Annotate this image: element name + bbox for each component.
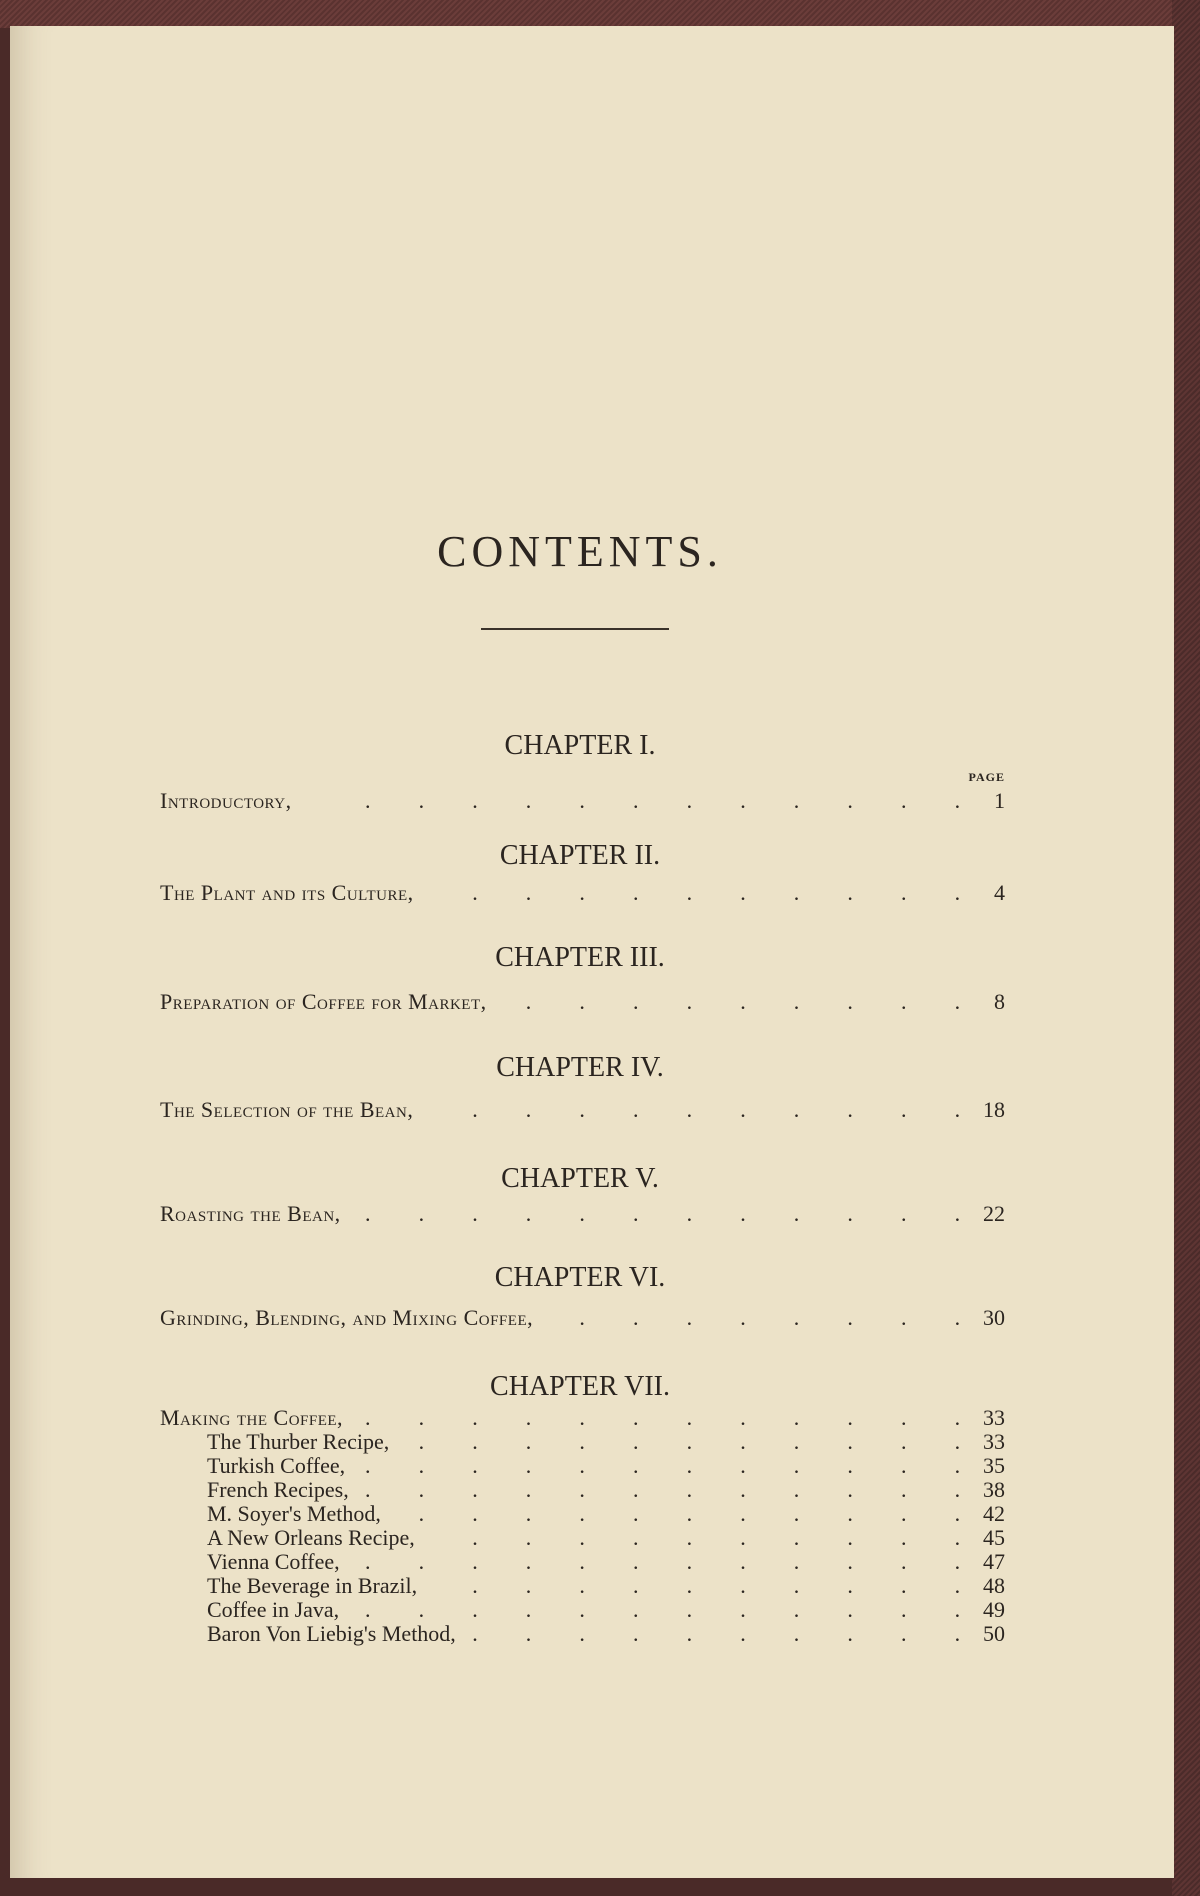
leader-dot: .: [901, 1201, 907, 1226]
leader-dot: .: [793, 1453, 800, 1478]
leader-dot: .: [525, 1429, 532, 1454]
leader-dot: .: [954, 989, 961, 1014]
leader-dot: .: [686, 1621, 693, 1646]
leader-dot: .: [472, 1453, 478, 1478]
leader-dot: .: [686, 1573, 693, 1598]
leader-dot: .: [954, 1201, 961, 1226]
leader-dot: .: [686, 1453, 693, 1478]
leader-dot: .: [525, 1405, 532, 1430]
leader-dot: .: [954, 1477, 961, 1502]
leader-dot: .: [633, 1501, 639, 1526]
toc-entry-label: French Recipes,: [207, 1477, 349, 1502]
leader-dot: .: [472, 880, 478, 905]
leader-dot: .: [365, 1405, 371, 1430]
leader-dot: .: [740, 1405, 746, 1430]
leader-dot: .: [901, 1597, 907, 1622]
leader-dot: .: [954, 880, 961, 905]
leader-dot: .: [740, 1477, 746, 1502]
leader-dot: .: [901, 1525, 907, 1550]
leader-dot: .: [686, 1201, 693, 1226]
leader-dot: .: [954, 788, 961, 813]
leader-dot: .: [686, 1525, 693, 1550]
leader-dot: .: [472, 1405, 478, 1430]
toc-entry[interactable]: [160, 1622, 1005, 1646]
leader-dot: .: [686, 1405, 693, 1430]
toc-entry-page: 38: [983, 1477, 1005, 1502]
leader-dot: .: [901, 1477, 907, 1502]
leader-dot: .: [418, 1597, 425, 1622]
leader-dot: .: [472, 1597, 478, 1622]
leader-dot: .: [525, 1597, 532, 1622]
toc-entry-label: Coffee in Java,: [207, 1597, 340, 1622]
leader-dot: .: [954, 1097, 961, 1122]
chapter-heading: CHAPTER IV.: [496, 1052, 664, 1083]
leader-dot: .: [847, 1573, 853, 1598]
toc-entry-page: 33: [983, 1429, 1005, 1454]
leader-dot: .: [686, 1501, 693, 1526]
chapter-heading: CHAPTER III.: [495, 942, 665, 973]
leader-dot: .: [472, 1429, 478, 1454]
leader-dot: .: [579, 1201, 585, 1226]
leader-dot: .: [686, 1549, 693, 1574]
leader-dot: .: [793, 1573, 800, 1598]
leader-dot: .: [579, 1097, 585, 1122]
page-column-header: PAGE: [968, 770, 1005, 784]
leader-dot: .: [793, 1549, 800, 1574]
leader-dot: .: [579, 1305, 585, 1330]
leader-dot: .: [901, 1621, 907, 1646]
leader-dot: .: [365, 1201, 371, 1226]
leader-dot: .: [418, 1429, 425, 1454]
leader-dot: .: [365, 1597, 371, 1622]
leader-dot: .: [847, 788, 853, 813]
leader-dot: .: [793, 1405, 800, 1430]
toc-entry[interactable]: [160, 881, 1005, 905]
leader-dot: .: [847, 989, 853, 1014]
leader-dot: .: [954, 1573, 961, 1598]
leader-dot: .: [472, 1201, 478, 1226]
leader-dot: .: [954, 1525, 961, 1550]
toc-entry[interactable]: [160, 1550, 1005, 1574]
leader-dot: .: [954, 1429, 961, 1454]
leader-dot: .: [740, 788, 746, 813]
leader-dot: .: [633, 1097, 639, 1122]
page-title: CONTENTS.: [437, 527, 723, 576]
leader-dot: .: [793, 1305, 800, 1330]
leader-dot: .: [525, 1501, 532, 1526]
leader-dot: .: [847, 1597, 853, 1622]
toc-entry-page: 35: [983, 1453, 1005, 1478]
leader-dot: .: [901, 1501, 907, 1526]
leader-dot: .: [954, 1621, 961, 1646]
leader-dot: .: [686, 1429, 693, 1454]
leader-dot: .: [847, 1453, 853, 1478]
leader-dot: .: [418, 1201, 425, 1226]
leader-dot: .: [365, 788, 371, 813]
leader-dot: .: [579, 1429, 585, 1454]
leader-dot: .: [418, 1549, 425, 1574]
leader-dot: .: [525, 880, 532, 905]
toc-entry[interactable]: [160, 1502, 1005, 1526]
leader-dot: .: [633, 1405, 639, 1430]
chapter-heading: CHAPTER V.: [501, 1163, 659, 1194]
toc-entry-page: 18: [983, 1097, 1005, 1122]
leader-dot: .: [418, 1501, 425, 1526]
leader-dot: .: [525, 1097, 532, 1122]
leader-dot: .: [740, 1097, 746, 1122]
toc-entry[interactable]: [160, 1406, 1005, 1430]
leader-dot: .: [740, 1201, 746, 1226]
toc-entry[interactable]: [160, 1598, 1005, 1622]
leader-dot: .: [472, 1097, 478, 1122]
toc-entry-page: 22: [983, 1201, 1005, 1226]
leader-dot: .: [686, 989, 693, 1014]
leader-dot: .: [740, 1621, 746, 1646]
toc-entry[interactable]: [160, 789, 1005, 813]
leader-dot: .: [740, 1429, 746, 1454]
toc-entry-label: Preparation of Coffee for Market,: [160, 989, 487, 1014]
toc-entry[interactable]: [160, 1430, 1005, 1454]
toc-entry-label: The Plant and its Culture,: [160, 880, 414, 905]
toc-entry-page: 30: [983, 1305, 1005, 1330]
toc-entry-page: 45: [983, 1525, 1005, 1550]
leader-dot: .: [579, 880, 585, 905]
leader-dot: .: [472, 1525, 478, 1550]
leader-dot: .: [847, 1501, 853, 1526]
chapter-heading: CHAPTER VI.: [494, 1262, 666, 1293]
toc-entry-label: The Beverage in Brazil,: [207, 1573, 418, 1598]
leader-dot: .: [525, 788, 532, 813]
leader-dot: .: [472, 1549, 478, 1574]
leader-dot: .: [740, 1573, 746, 1598]
toc-entry[interactable]: [160, 1478, 1005, 1502]
leader-dot: .: [793, 1477, 800, 1502]
leader-dot: .: [418, 1453, 425, 1478]
leader-dot: .: [365, 1477, 371, 1502]
leader-dot: .: [901, 1305, 907, 1330]
leader-dot: .: [525, 1573, 532, 1598]
leader-dot: .: [740, 1597, 746, 1622]
toc-entry-label: Roasting the Bean,: [160, 1201, 341, 1226]
toc-entry-label: M. Soyer's Method,: [207, 1501, 381, 1526]
leader-dot: .: [847, 1621, 853, 1646]
leader-dot: .: [579, 989, 585, 1014]
leader-dot: .: [901, 1429, 907, 1454]
toc-entry-page: 42: [983, 1501, 1005, 1526]
leader-dot: .: [633, 1453, 639, 1478]
leader-dot: .: [954, 1453, 961, 1478]
leader-dot: .: [740, 1305, 746, 1330]
leader-dot: .: [579, 1453, 585, 1478]
chapter-heading: CHAPTER II.: [499, 840, 661, 871]
leader-dot: .: [686, 880, 693, 905]
leader-dot: .: [579, 1549, 585, 1574]
toc-entry[interactable]: [160, 990, 1005, 1014]
leader-dot: .: [633, 989, 639, 1014]
leader-dot: .: [525, 1621, 532, 1646]
leader-dot: .: [686, 1097, 693, 1122]
leader-dot: .: [793, 788, 800, 813]
leader-dot: .: [579, 1405, 585, 1430]
leader-dot: .: [847, 1525, 853, 1550]
leader-dot: .: [793, 880, 800, 905]
toc-entry-label: Baron Von Liebig's Method,: [207, 1621, 456, 1646]
leader-dot: .: [525, 1453, 532, 1478]
leader-dot: .: [525, 1549, 532, 1574]
leader-dot: .: [793, 1525, 800, 1550]
leader-dot: .: [847, 1549, 853, 1574]
leader-dot: .: [418, 1405, 425, 1430]
leader-dot: .: [954, 1405, 961, 1430]
leader-dot: .: [901, 1549, 907, 1574]
leader-dot: .: [954, 1501, 961, 1526]
leader-dot: .: [847, 1201, 853, 1226]
toc-entry-page: 50: [983, 1621, 1005, 1646]
title-rule: [481, 628, 669, 630]
leader-dot: .: [793, 1097, 800, 1122]
book-cover-edge: [1172, 0, 1200, 1896]
leader-dot: .: [740, 1525, 746, 1550]
leader-dot: .: [686, 1597, 693, 1622]
toc-entry-page: 47: [983, 1549, 1005, 1574]
leader-dot: .: [579, 788, 585, 813]
toc-entry[interactable]: [160, 1202, 1005, 1226]
leader-dot: .: [472, 1477, 478, 1502]
leader-dot: .: [901, 1573, 907, 1598]
leader-dot: .: [901, 1097, 907, 1122]
leader-dot: .: [740, 880, 746, 905]
leader-dot: .: [633, 788, 639, 813]
leader-dot: .: [901, 880, 907, 905]
leader-dot: .: [472, 1573, 478, 1598]
chapter-heading: CHAPTER I.: [504, 730, 656, 761]
leader-dot: .: [418, 1477, 425, 1502]
leader-dot: .: [740, 989, 746, 1014]
leader-dot: .: [633, 880, 639, 905]
leader-dot: .: [525, 1201, 532, 1226]
leader-dot: .: [633, 1305, 639, 1330]
leader-dot: .: [525, 989, 532, 1014]
leader-dot: .: [740, 1453, 746, 1478]
leader-dot: .: [579, 1621, 585, 1646]
toc-entry[interactable]: [160, 1098, 1005, 1122]
toc-entry-page: 33: [983, 1405, 1005, 1430]
leader-dot: .: [633, 1597, 639, 1622]
toc-entry-page: 8: [994, 989, 1005, 1014]
leader-dot: .: [901, 788, 907, 813]
leader-dot: .: [365, 1453, 371, 1478]
toc-entry-label: The Thurber Recipe,: [207, 1429, 390, 1454]
leader-dot: .: [633, 1573, 639, 1598]
leader-dot: .: [793, 1201, 800, 1226]
leader-dot: .: [847, 1477, 853, 1502]
leader-dot: .: [954, 1597, 961, 1622]
toc-entry[interactable]: [160, 1526, 1005, 1550]
book-page: [10, 26, 1174, 1878]
leader-dot: .: [579, 1525, 585, 1550]
leader-dot: .: [418, 788, 425, 813]
leader-dot: .: [633, 1429, 639, 1454]
leader-dot: .: [847, 1305, 853, 1330]
leader-dot: .: [686, 1477, 693, 1502]
leader-dot: .: [472, 1621, 478, 1646]
toc-entry-page: 49: [983, 1597, 1005, 1622]
toc-entry-label: Vienna Coffee,: [207, 1549, 340, 1574]
toc-entry-label: The Selection of the Bean,: [160, 1097, 414, 1122]
leader-dot: .: [793, 1429, 800, 1454]
leader-dot: .: [633, 1549, 639, 1574]
leader-dot: .: [472, 1501, 478, 1526]
leader-dot: .: [847, 1405, 853, 1430]
leader-dot: .: [793, 1621, 800, 1646]
leader-dot: .: [954, 1549, 961, 1574]
toc-entry-label: Introductory,: [160, 788, 292, 813]
leader-dot: .: [579, 1597, 585, 1622]
leader-dot: .: [365, 1549, 371, 1574]
leader-dot: .: [954, 1305, 961, 1330]
leader-dot: .: [901, 989, 907, 1014]
toc-entry-page: 48: [983, 1573, 1005, 1598]
leader-dot: .: [793, 1501, 800, 1526]
toc-entry-label: Making the Coffee,: [160, 1405, 344, 1430]
toc-entry-label: A New Orleans Recipe,: [207, 1525, 415, 1550]
leader-dot: .: [472, 788, 478, 813]
leader-dot: .: [740, 1501, 746, 1526]
leader-dot: .: [686, 1305, 693, 1330]
toc-entry[interactable]: [160, 1306, 1005, 1330]
toc-entry-page: 1: [994, 788, 1005, 813]
leader-dot: .: [633, 1477, 639, 1502]
leader-dot: .: [901, 1405, 907, 1430]
toc-entry-page: 4: [994, 880, 1005, 905]
book-cover-top: [0, 0, 1200, 28]
leader-dot: .: [633, 1525, 639, 1550]
leader-dot: .: [579, 1573, 585, 1598]
leader-dot: .: [579, 1501, 585, 1526]
leader-dot: .: [901, 1453, 907, 1478]
toc-entry-label: Grinding, Blending, and Mixing Coffee,: [160, 1305, 534, 1330]
leader-dot: .: [579, 1477, 585, 1502]
leader-dot: .: [793, 1597, 800, 1622]
leader-dot: .: [847, 880, 853, 905]
leader-dot: .: [847, 1429, 853, 1454]
leader-dot: .: [525, 1477, 532, 1502]
toc-entry-label: Turkish Coffee,: [207, 1453, 346, 1478]
leader-dot: .: [847, 1097, 853, 1122]
leader-dot: .: [633, 1621, 639, 1646]
leader-dot: .: [793, 989, 800, 1014]
toc-entry[interactable]: [160, 1574, 1005, 1598]
leader-dot: .: [633, 1201, 639, 1226]
leader-dot: .: [525, 1525, 532, 1550]
leader-dot: .: [686, 788, 693, 813]
leader-dot: .: [740, 1549, 746, 1574]
chapter-heading: CHAPTER VII.: [490, 1371, 670, 1402]
toc-entry[interactable]: [160, 1454, 1005, 1478]
